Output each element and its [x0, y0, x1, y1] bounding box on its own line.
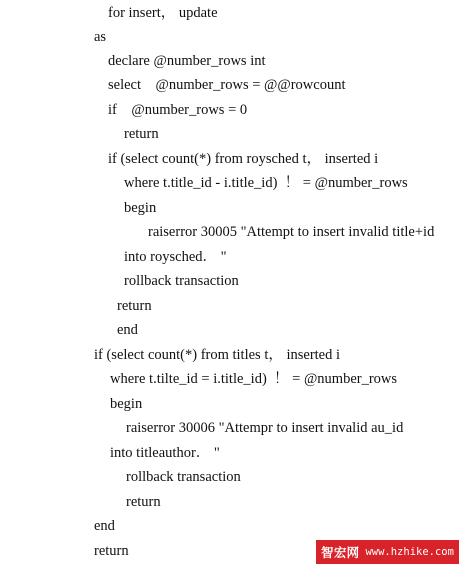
code-line-15: if (select count(*) from titles t， inserted i — [94, 347, 341, 363]
code-line-20: rollback transaction — [126, 469, 241, 485]
code-line-16: where t.tilte_id = i.title_id) ！ = @number_rows — [110, 371, 398, 387]
code-line-21: return — [126, 494, 161, 510]
code-line-8: where t.title_id - i.title_id) ！ = @number_rows — [124, 175, 408, 191]
watermark-brand: 智宏网 — [321, 545, 360, 560]
code-line-12: rollback transaction — [124, 273, 239, 289]
watermark-url: www.hzhike.com — [365, 546, 454, 558]
code-line-9: begin — [124, 200, 157, 216]
code-line-7: if (select count(*) from roysched t， inserted i — [108, 151, 379, 167]
code-line-22: end — [94, 518, 115, 534]
code-line-11: into roysched． " — [124, 249, 227, 265]
code-line-1: for insert， update — [108, 5, 218, 21]
code-line-3: declare @number_rows int — [108, 53, 266, 69]
code-line-10: raiserror 30005 "Attempt to insert invalid title+id — [148, 224, 435, 240]
code-line-18: raiserror 30006 "Attempr to insert invalid au_id — [126, 420, 404, 436]
code-line-2: as — [94, 29, 107, 45]
code-line-13: return — [117, 298, 152, 314]
code-line-19: into titleauthor． " — [110, 445, 220, 461]
code-line-14: end — [117, 322, 138, 338]
code-line-4: select @number_rows = @@rowcount — [108, 77, 346, 93]
site-watermark — [316, 540, 459, 564]
code-line-5: if @number_rows = 0 — [108, 102, 248, 118]
code-line-23: return — [94, 543, 129, 559]
code-line-6: return — [124, 126, 159, 142]
code-line-17: begin — [110, 396, 143, 412]
